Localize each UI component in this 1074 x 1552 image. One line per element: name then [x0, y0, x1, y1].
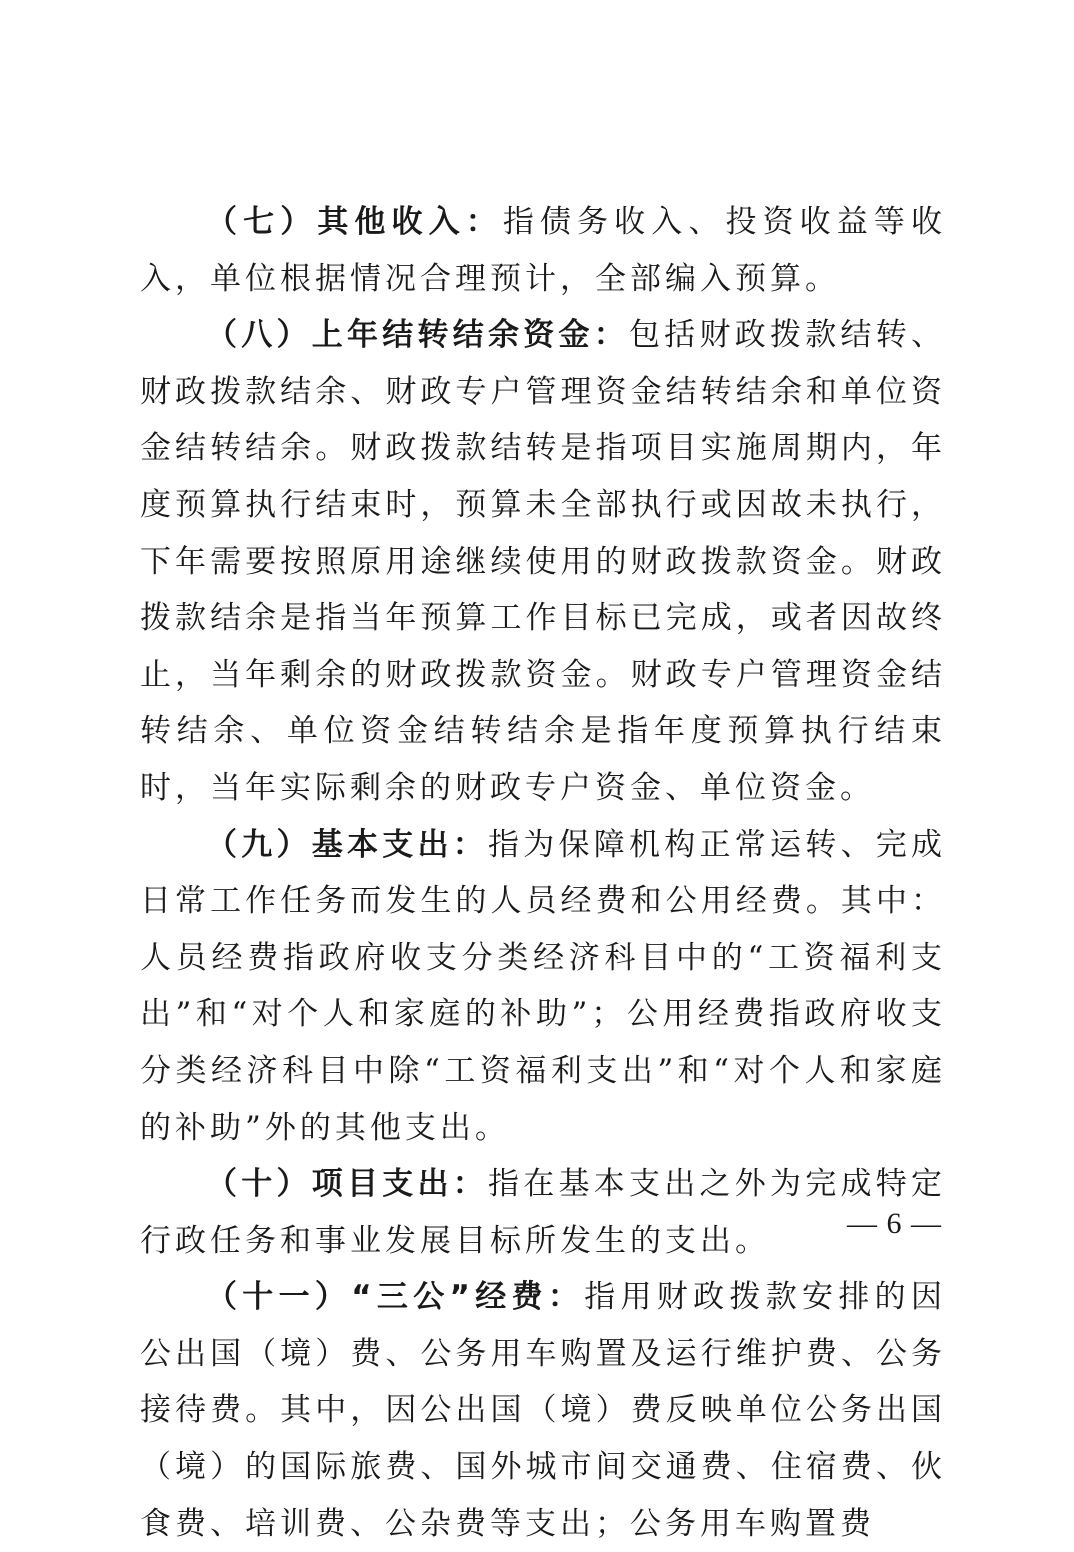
paragraph-heading: （十一）“三公”经费： — [206, 1279, 585, 1316]
paragraph-carryover-funds — [140, 307, 946, 816]
paragraph-basic-expenditure — [140, 817, 946, 1157]
page-number: — 6 — — [847, 1207, 942, 1240]
paragraph-project-expenditure — [140, 1156, 946, 1269]
paragraph-heading: （十）项目支出： — [206, 1166, 488, 1203]
paragraph-other-income — [140, 194, 946, 307]
paragraph-three-public-expenses — [140, 1269, 946, 1552]
paragraph-body: 指债务收入、投资收益等收入，单位根据情况合理预计，全部编入预算。 — [140, 204, 947, 297]
paragraph-body: 指在基本支出之外为完成特定行政任务和事业发展目标所发生的支出。 — [140, 1166, 946, 1259]
paragraph-heading: （七）其他收入： — [206, 204, 503, 240]
paragraph-body: 包括财政拨款结转、财政拨款结余、财政专户管理资金结转结余和单位资金结转结余。财政拨款结转是指项目实施周期内，年度预算执行结束时，预算未全部执行或因故未执行，下年需要按照原用途继续使用的财政拨款资金。财政拨款结余是指当年预算工作目标已完成，或者因故终止，当年剩余的财政拨款资金。财政专户管理资金结转结余、单位资金结转结余是指年度预算执行结束时，当年实际剩余的财政专户资金、单位资金。 — [140, 317, 946, 806]
paragraph-body: 指用财政拨款安排的因公出国（境）费、公务用车购置及运行维护费、公务接待费。其中，因公出国（境）费反映单位公务出国（境）的国际旅费、国外城市间交通费、住宿费、伙食费、培训费、公杂费等支出；公务用车购置费 — [140, 1279, 946, 1542]
paragraph-heading: （八）上年结转结余资金： — [206, 317, 629, 354]
body-text — [140, 194, 946, 1552]
paragraph-body: 指为保障机构正常运转、完成日常工作任务而发生的人员经费和公用经费。其中：人员经费指政府收支分类经济科目中的“工资福利支出”和“对个人和家庭的补助”；公用经费指政府收支分类经济科目中除“工资福利支出”和“对个人和家庭的补助”外的其他支出。 — [140, 826, 946, 1146]
paragraph-heading: （九）基本支出： — [206, 826, 488, 863]
